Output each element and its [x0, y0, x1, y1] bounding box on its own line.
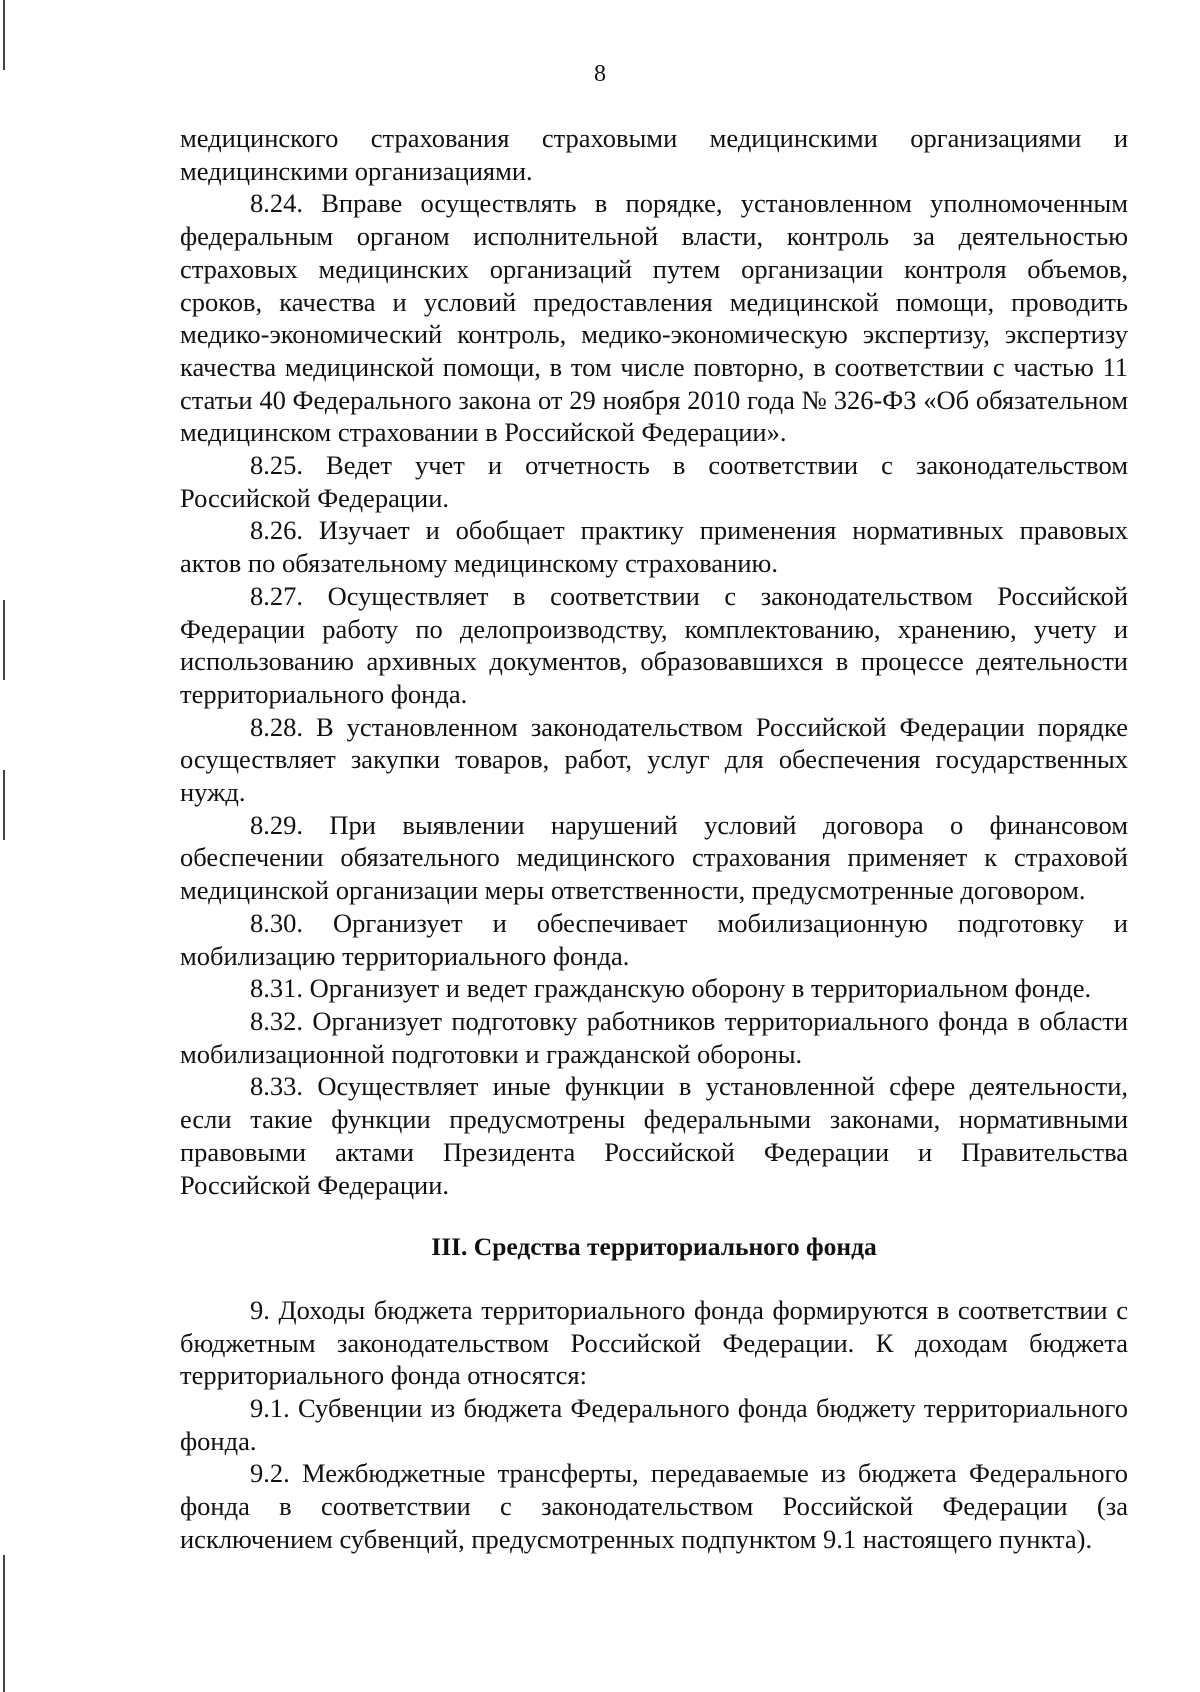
page-number: 8 — [594, 61, 606, 87]
paragraph-8-24: 8.24. Вправе осуществлять в порядке, установленном уполномоченным федеральным органом исполнительной власти, контроль за деятельностью страховых медицинских организаций путем организации контроля объемов, сроков, качества и условий предоставления медицинской помощи, проводить медико-экономический контроль, медико-экономическую экспертизу, экспертизу качества медицинской помощи, в том числе повторно, в соответствии с частью 11 статьи 40 Федерального закона от 29 ноября 2010 года № 326-ФЗ «Об обязательном медицинском страховании в Российской Федерации». — [180, 188, 1128, 448]
paragraph-8-31: 8.31. Организует и ведет гражданскую оборону в территориальном фонде. — [250, 973, 1092, 1004]
document-body — [180, 122, 1128, 1556]
paragraph-8-25: 8.25. Ведет учет и отчетность в соответствии с законодательством Российской Федерации. — [180, 450, 1128, 513]
paragraph-continuation: медицинского страхования страховыми медицинскими организациями и медицинскими организациями. — [180, 123, 1128, 186]
scan-edge-mark — [3, 770, 5, 840]
paragraph-8-32: 8.32. Организует подготовку работников территориального фонда в области мобилизационной подготовки и гражданской обороны. — [180, 1005, 1128, 1069]
paragraph-8-29: 8.29. При выявлении нарушений условий договора о финансовом обеспечении обязательного медицинского страхования применяет к страховой медицинской организации меры ответственности, предусмотренные договором. — [180, 809, 1128, 906]
section-heading: III. Средства территориального фонда — [431, 1232, 877, 1262]
paragraph-8-28: 8.28. В установленном законодательством Российской Федерации порядке осуществляет закупки товаров, работ, услуг для обеспечения государственных нужд. — [180, 711, 1128, 808]
paragraph-8-27: 8.27. Осуществляет в соответствии с законодательством Российской Федерации работу по делопроизводству, комплектованию, хранению, учету и использованию архивных документов, образовавшихся в процессе деятельности территориального фонда. — [180, 580, 1128, 709]
scan-edge-mark — [3, 1555, 5, 1692]
paragraph-8-26: 8.26. Изучает и обобщает практику применения нормативных правовых актов по обязательному медицинскому страхованию. — [180, 515, 1128, 579]
paragraph-8-33: 8.33. Осуществляет иные функции в установленной сфере деятельности, если такие функции предусмотрены федеральными законами, нормативными правовыми актами Президента Российской Федерации и Правительства Российской Федерации. — [180, 1071, 1128, 1200]
scan-edge-mark — [3, 600, 5, 680]
paragraph-9: 9. Доходы бюджета территориального фонда формируются в соответствии с бюджетным законодательством Российской Федерации. К доходам бюджета территориального фонда относятся: — [180, 1294, 1128, 1391]
paragraph-9-1: 9.1. Субвенции из бюджета Федерального фонда бюджету территориального фонда. — [180, 1393, 1128, 1456]
paragraph-9-2: 9.2. Межбюджетные трансферты, передаваемые из бюджета Федерального фонда в соответствии с законодательством Российской Федерации (за исключением субвенций, предусмотренных подпунктом 9.1 настоящего пункта). — [180, 1458, 1128, 1554]
paragraph-8-30: 8.30. Организует и обеспечивает мобилизационную подготовку и мобилизацию территориального фонда. — [180, 907, 1128, 971]
